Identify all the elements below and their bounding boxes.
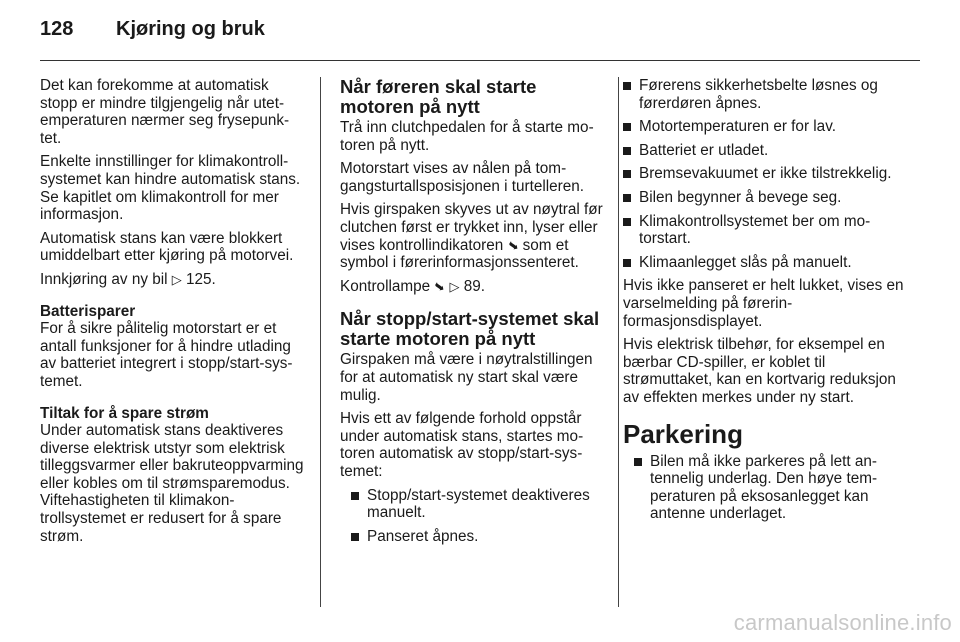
bullet-square-icon [623,82,631,90]
bullet-square-icon [351,533,359,541]
list-item [623,165,913,183]
bullet-square-icon [634,458,642,466]
paragraph-part: som et symbol i førerinformasjonssenteret. [340,236,579,272]
page-number: 128 [40,18,74,40]
cross-reference-text: Kontrollampe [340,277,431,295]
heading-driver-restart: Når føreren skal starte motoren på nytt [340,76,537,117]
list-item [623,142,913,160]
list-item [351,487,605,522]
paragraph: Hvis elektrisk tilbehør, for eksempel en bærbar CD-spiller, er koblet til strømuttaket, kan en kortvarig reduksjon av effekten merkes under ny start. [623,336,896,406]
subheading-tiltak: Tiltak for å spare strøm [40,404,209,422]
list-item-text: Bilen begynner å bevege seg. [639,188,842,206]
list-item [623,189,913,207]
cross-reference-link[interactable]: 89. [463,277,486,295]
list-item [623,118,913,136]
stop-start-indicator-icon: ➥ [504,235,522,255]
list-item-text: Batteriet er utladet. [639,141,769,159]
list-item-text: Klimakontrollsystemet ber om motorstart. [639,212,871,248]
cross-reference [40,271,305,289]
stop-start-indicator-icon: ➥ [431,277,449,296]
cross-reference-link[interactable]: 125. [186,270,216,288]
list-item-text: Panseret åpnes. [367,527,479,545]
watermark: carmanualsonline.info [733,610,952,635]
cross-reference [340,278,605,296]
bullet-list [623,453,913,523]
list-item [623,254,913,272]
list-item [623,77,913,112]
list-item [623,213,913,248]
paragraph: Under automatisk stans deaktiveres diverse elektrisk utstyr som elektrisk tilleggsvarmer eller bakruteoppvarming eller kobles om til strømsparemodus. Viftehastigheten til klimakontrollsystemet er redusert for å spare strøm. [40,422,304,545]
paragraph: For å sikre pålitelig motorstart er et antall funksjoner for å hindre utlading av batteriet integrert i stopp/start-systemet. [40,320,293,390]
bullet-list [340,487,605,546]
section-title: Kjøring og bruk [116,18,265,40]
list-item-text: Bremsevakuumet er ikke tilstrekkelig. [639,165,892,183]
heading-system-restart: Når stopp/start-systemet skal starte motoren på nytt [340,308,600,350]
paragraph: Hvis ett av følgende forhold oppstår under automatisk stans, startes motoren automatisk av stopp/start-systemet: [340,410,584,480]
paragraph: Motorstart vises av nålen på tomgangsturtallsposisjonen i turtelleren. [340,160,585,195]
heading-parkering: Parkering [623,418,743,449]
bullet-list [623,77,913,271]
bullet-square-icon [623,259,631,267]
list-item-text: Motortemperaturen er for lav. [639,118,836,136]
bullet-square-icon [623,218,631,226]
paragraph-part: Hvis girspaken skyves ut av nøytral før clutchen først er trykket inn, lyser eller vises kontrollindikatoren [340,201,603,254]
column-1 [40,77,305,551]
paragraph: Automatisk stans kan være blokkert umiddelbart etter kjøring på motorvei. [40,229,294,265]
bullet-square-icon [623,170,631,178]
column-3 [623,77,913,529]
list-item-text: Bilen må ikke parkeres på lett antennelig underlag. Den høye temperaturen på eksosanlegget kan antenne underlaget. [650,452,878,523]
bullet-square-icon [623,147,631,155]
column-divider-2 [618,77,619,607]
list-item-text: Klimaanlegget slås på manuelt. [639,253,852,271]
column-divider-1 [320,77,321,607]
page-header [40,18,920,48]
cross-reference-text: Innkjøring av ny bil [40,270,168,288]
list-item-text: Førerens sikkerhetsbelte løsnes og førerdøren åpnes. [639,77,878,112]
bullet-square-icon [623,123,631,131]
paragraph [340,201,605,271]
paragraph: Trå inn clutchpedalen for å starte motoren på nytt. [340,119,594,154]
bullet-square-icon [623,194,631,202]
reference-arrow-icon: ▷ [449,278,460,294]
column-2 [340,77,605,551]
list-item-text: Stopp/start-systemet deaktiveres manuelt. [367,486,590,522]
subheading-batterisparer: Batterisparer [40,302,136,320]
paragraph: Det kan forekomme at automatisk stopp er mindre tilgjengelig når utetemperaturen nærmer seg frysepunktet. [40,77,290,147]
paragraph: Girspaken må være i nøytralstillingen for at automatisk ny start skal være mulig. [340,351,593,404]
reference-arrow-icon: ▷ [171,271,182,287]
list-item [351,528,605,546]
paragraph: Enkelte innstillinger for klimakontrollsystemet kan hindre automatisk stans. Se kapitlet om klimakontroll for mer informasjon. [40,153,301,224]
paragraph: Hvis ikke panseret er helt lukket, vises en varselmelding på førerinformasjonsdisplayet. [623,277,904,330]
bullet-square-icon [351,492,359,500]
header-divider [40,60,920,61]
list-item [634,453,913,523]
